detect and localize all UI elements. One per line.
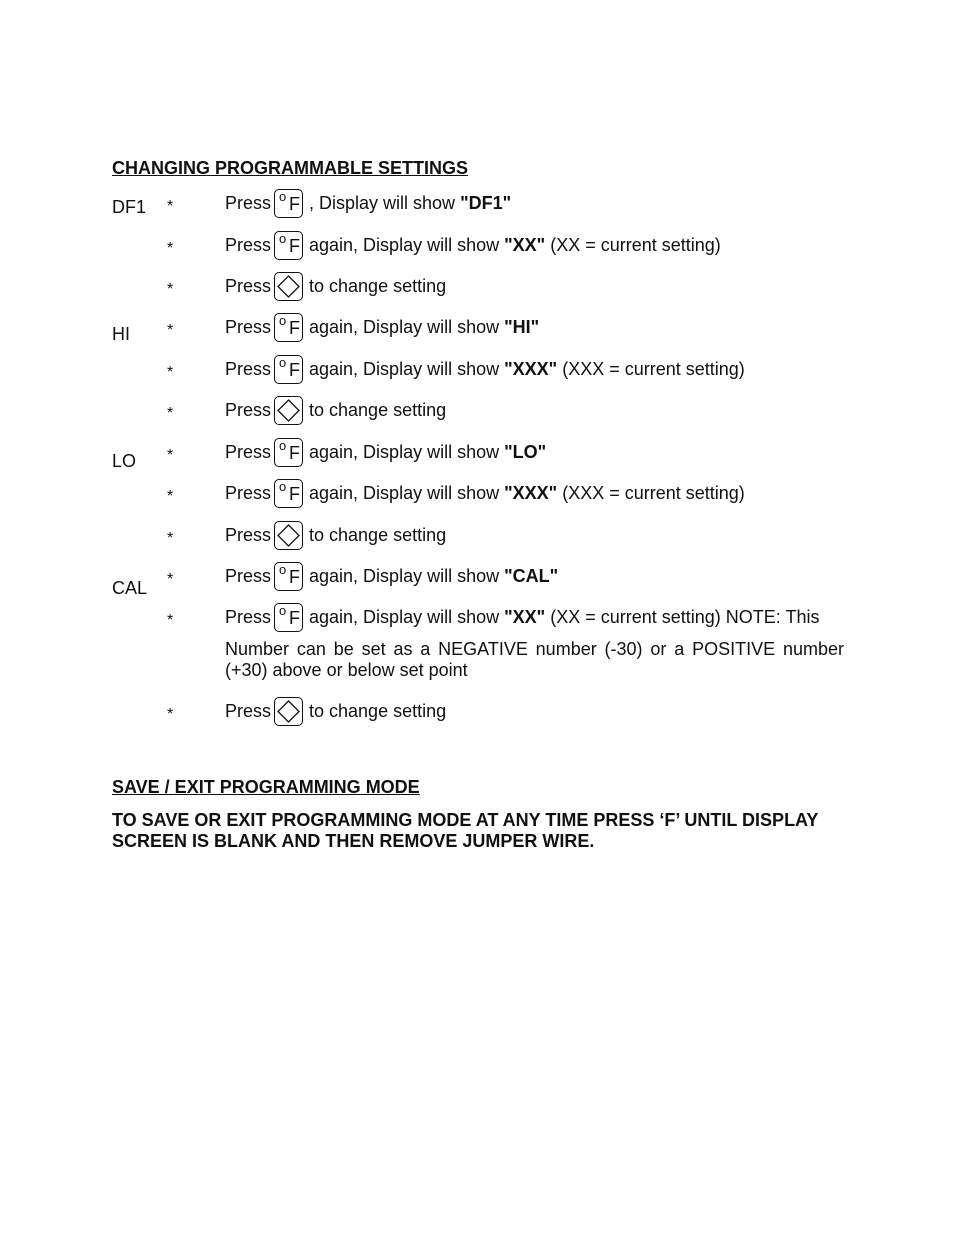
step-line: [225, 188, 511, 218]
up-down-arrow-key-icon: [274, 272, 303, 301]
degree-f-key-icon: [274, 189, 303, 218]
key-f-letter: F: [289, 607, 301, 628]
bullet-asterisk: *: [167, 530, 174, 547]
step-text: again, Display will show: [309, 358, 505, 379]
step-line: [225, 230, 721, 260]
save-exit-instruction: TO SAVE OR EXIT PROGRAMMING MODE AT ANY TIME PRESS ‘F’ UNTIL DISPLAY SCREEN IS BLANK AND THEN REMOVE JUMPER WIRE.: [112, 810, 819, 851]
step-text: to change setting: [309, 399, 447, 420]
step-display-value: "XXX": [504, 482, 558, 503]
step-line: [225, 696, 446, 726]
key-degree-symbol: o: [279, 478, 287, 494]
degree-f-key-icon: [274, 438, 303, 467]
step-text: again, Display will show: [309, 316, 505, 337]
step-tail-text: (XXX = current setting): [557, 482, 745, 503]
step-press-word: Press: [225, 358, 272, 379]
bullet-asterisk: *: [167, 240, 174, 257]
note-continuation: Number can be set as a NEGATIVE number (-30) or a POSITIVE number (+30) above or below set point: [225, 639, 844, 680]
step-text: again, Display will show: [309, 482, 505, 503]
step-display-value: "CAL": [504, 565, 559, 586]
degree-f-key-icon: [274, 313, 303, 342]
step-text: to change setting: [309, 524, 447, 545]
bullet-asterisk: *: [167, 488, 174, 505]
degree-f-key-icon: [274, 355, 303, 384]
step-tail-text: (XX = current setting) NOTE: This: [545, 606, 820, 627]
step-press-word: Press: [225, 565, 272, 586]
degree-f-key-icon: [274, 562, 303, 591]
bullet-asterisk: *: [167, 281, 174, 298]
step-text: to change setting: [309, 700, 447, 721]
step-line: [225, 271, 446, 301]
step-press-word: Press: [225, 399, 272, 420]
key-degree-symbol: o: [279, 312, 287, 328]
key-degree-symbol: o: [279, 561, 287, 577]
step-display-value: "LO": [504, 441, 547, 462]
step-tail-text: (XXX = current setting): [557, 358, 745, 379]
label-lo: LO: [112, 451, 137, 471]
up-down-arrow-key-icon: [274, 521, 303, 550]
key-f-letter: F: [289, 483, 301, 504]
degree-f-key-icon: [274, 479, 303, 508]
step-line: [225, 520, 446, 550]
step-display-value: "DF1": [460, 192, 512, 213]
key-f-letter: F: [289, 566, 301, 587]
key-f-letter: F: [289, 442, 301, 463]
step-display-value: "HI": [504, 316, 540, 337]
step-line: [225, 437, 546, 467]
step-display-value: "XX": [504, 234, 546, 255]
step-line: [225, 395, 446, 425]
key-degree-symbol: o: [279, 230, 287, 246]
step-press-word: Press: [225, 606, 272, 627]
bullet-asterisk: *: [167, 322, 174, 339]
step-press-word: Press: [225, 316, 272, 337]
key-degree-symbol: o: [279, 602, 287, 618]
up-down-arrow-key-icon: [274, 396, 303, 425]
step-line: [225, 354, 745, 384]
step-text: to change setting: [309, 275, 447, 296]
label-cal: CAL: [112, 578, 148, 598]
step-press-word: Press: [225, 192, 272, 213]
label-df1: DF1: [112, 197, 147, 217]
step-display-value: "XXX": [504, 358, 558, 379]
step-text: again, Display will show: [309, 565, 505, 586]
step-text: again, Display will show: [309, 234, 505, 255]
bullet-asterisk: *: [167, 571, 174, 588]
bullet-asterisk: *: [167, 612, 174, 629]
section-heading-changing-settings: CHANGING PROGRAMMABLE SETTINGS: [112, 158, 469, 178]
section-heading-save-exit: SAVE / EXIT PROGRAMMING MODE: [112, 777, 420, 797]
step-text: , Display will show: [309, 192, 461, 213]
step-press-word: Press: [225, 524, 272, 545]
degree-f-key-icon: [274, 603, 303, 632]
degree-f-key-icon: [274, 231, 303, 260]
label-hi: HI: [112, 324, 130, 344]
step-line: [225, 312, 539, 342]
step-press-word: Press: [225, 275, 272, 296]
step-line: [225, 602, 819, 632]
key-f-letter: F: [289, 235, 301, 256]
step-text: again, Display will show: [309, 606, 505, 627]
key-degree-symbol: o: [279, 188, 287, 204]
key-f-letter: F: [289, 193, 301, 214]
step-press-word: Press: [225, 482, 272, 503]
step-line: [225, 478, 745, 508]
bullet-asterisk: *: [167, 706, 174, 723]
bullet-asterisk: *: [167, 447, 174, 464]
key-f-letter: F: [289, 317, 301, 338]
key-f-letter: F: [289, 359, 301, 380]
key-degree-symbol: o: [279, 354, 287, 370]
step-display-value: "XX": [504, 606, 546, 627]
key-degree-symbol: o: [279, 437, 287, 453]
up-down-arrow-key-icon: [274, 697, 303, 726]
step-text: again, Display will show: [309, 441, 505, 462]
bullet-asterisk: *: [167, 198, 174, 215]
step-press-word: Press: [225, 441, 272, 462]
step-line: [225, 561, 558, 591]
bullet-asterisk: *: [167, 364, 174, 381]
step-tail-text: (XX = current setting): [545, 234, 721, 255]
step-press-word: Press: [225, 700, 272, 721]
bullet-asterisk: *: [167, 405, 174, 422]
step-press-word: Press: [225, 234, 272, 255]
